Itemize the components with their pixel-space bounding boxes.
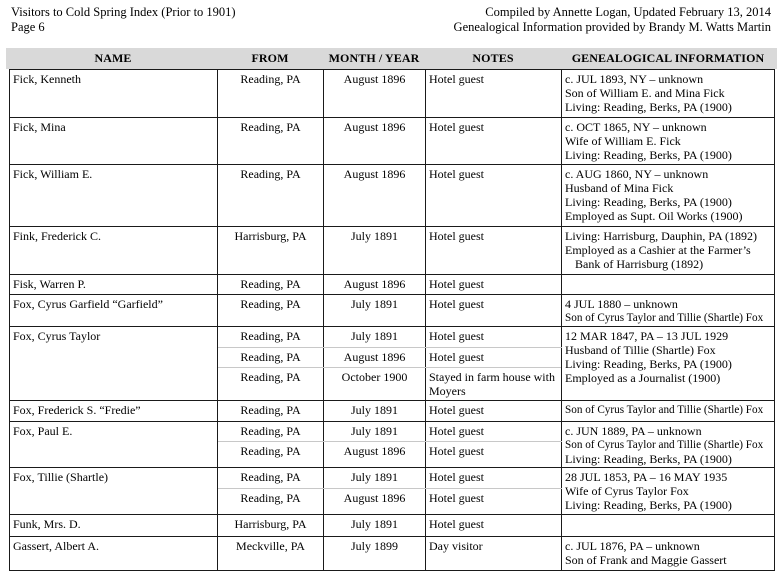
visitor-name: Fink, Frederick C. xyxy=(10,227,218,275)
visit-notes: Hotel guest xyxy=(426,118,562,165)
table-row xyxy=(10,468,775,489)
visit-month-year: July 1891 xyxy=(324,515,426,537)
visitor-name: Fox, Cyrus Taylor xyxy=(10,327,218,401)
visit-from: Harrisburg, PA xyxy=(218,227,324,275)
genealogy-line: Bank of Harrisburg (1892) xyxy=(575,257,704,271)
visitor-name: Fick, Mina xyxy=(10,118,218,165)
genealogy-line: Husband of Mina Fick xyxy=(565,181,674,195)
visit-from: Reading, PA xyxy=(218,327,324,348)
genealogical-info xyxy=(562,295,775,327)
genealogy-line: Living: Reading, Berks, PA (1900) xyxy=(565,195,732,209)
genealogical-info xyxy=(562,70,775,118)
visit-month-year: August 1896 xyxy=(324,442,426,468)
visit-month-year: August 1896 xyxy=(324,275,426,295)
visit-month-year: August 1896 xyxy=(324,348,426,368)
visit-from: Reading, PA xyxy=(218,118,324,165)
visit-notes: Hotel guest xyxy=(426,227,562,275)
table-row xyxy=(10,275,775,295)
visit-from: Reading, PA xyxy=(218,489,324,515)
genealogy-credit: Genealogical Information provided by Brandy M. Watts Martin xyxy=(453,20,771,34)
table-row xyxy=(10,401,775,422)
visitor-name: Fox, Cyrus Garfield “Garfield” xyxy=(10,295,218,327)
visitor-name: Fisk, Warren P. xyxy=(10,275,218,295)
genealogy-line: Employed as a Cashier at the Farmer’s xyxy=(565,243,751,257)
visit-month-year: August 1896 xyxy=(324,118,426,165)
visitor-name: Fox, Tillie (Shartle) xyxy=(10,468,218,515)
visit-notes: Hotel guest xyxy=(426,401,562,422)
genealogical-info xyxy=(562,118,775,165)
genealogical-info xyxy=(562,401,775,422)
table-row xyxy=(10,327,775,348)
table-row xyxy=(10,165,775,227)
visitors-table-body xyxy=(10,70,775,571)
genealogy-line: 12 MAR 1847, PA – 13 JUL 1929 xyxy=(565,329,729,343)
genealogy-line: Employed as a Journalist (1900) xyxy=(565,371,721,385)
visit-from: Reading, PA xyxy=(218,165,324,227)
genealogical-info xyxy=(562,468,775,515)
column-header-genealogy: GENEALOGICAL INFORMATION xyxy=(571,51,765,65)
column-header-month-year: MONTH / YEAR xyxy=(328,51,420,65)
genealogy-line: Wife of William E. Fick xyxy=(565,134,681,148)
column-header-band xyxy=(6,48,777,69)
visit-from: Reading, PA xyxy=(218,401,324,422)
genealogy-line: Husband of Tillie (Shartle) Fox xyxy=(565,343,716,357)
table-row xyxy=(10,227,775,275)
visitor-name: Fick, Kenneth xyxy=(10,70,218,118)
visitor-name: Fick, William E. xyxy=(10,165,218,227)
table-row xyxy=(10,70,775,118)
visit-from: Reading, PA xyxy=(218,295,324,327)
visit-month-year: July 1891 xyxy=(324,295,426,327)
visit-from: Reading, PA xyxy=(218,422,324,442)
genealogy-line: Living: Reading, Berks, PA (1900) xyxy=(565,498,732,512)
visit-month-year: July 1891 xyxy=(324,422,426,442)
genealogy-line: 28 JUL 1853, PA – 16 MAY 1935 xyxy=(565,470,728,484)
table-row xyxy=(10,515,775,537)
visit-notes: Day visitor xyxy=(426,537,562,571)
table-row xyxy=(10,118,775,165)
document-header-left xyxy=(11,5,236,35)
visit-notes: Hotel guest xyxy=(426,70,562,118)
visitors-table xyxy=(9,69,775,571)
genealogy-line: c. JUL 1893, NY – unknown xyxy=(565,72,704,86)
visit-from: Reading, PA xyxy=(218,70,324,118)
compiled-by: Compiled by Annette Logan, Updated February 13, 2014 xyxy=(485,5,771,19)
visit-month-year: July 1891 xyxy=(324,468,426,489)
genealogy-line: Living: Reading, Berks, PA (1900) xyxy=(565,148,732,162)
visitor-name: Fox, Paul E. xyxy=(10,422,218,468)
genealogy-line: Living: Reading, Berks, PA (1900) xyxy=(565,100,732,114)
table-row xyxy=(10,537,775,571)
genealogical-info xyxy=(562,275,775,295)
visit-from: Harrisburg, PA xyxy=(218,515,324,537)
column-header-name: NAME xyxy=(94,51,132,65)
visit-notes: Hotel guest xyxy=(426,348,562,368)
column-header-from: FROM xyxy=(251,51,289,65)
visit-month-year: August 1896 xyxy=(324,70,426,118)
visit-month-year: July 1899 xyxy=(324,537,426,571)
page-number: Page 6 xyxy=(11,20,45,34)
genealogy-line: Living: Reading, Berks, PA (1900) xyxy=(565,452,732,466)
visit-from: Reading, PA xyxy=(218,348,324,368)
visit-notes: Hotel guest xyxy=(426,295,562,327)
visit-from: Reading, PA xyxy=(218,368,324,401)
genealogical-info xyxy=(562,422,775,468)
table-row xyxy=(10,422,775,442)
visit-month-year: July 1891 xyxy=(324,327,426,348)
genealogy-line: c. OCT 1865, NY – unknown xyxy=(565,120,707,134)
genealogy-line: Son of Cyrus Taylor and Tillie (Shartle) Fox xyxy=(565,404,764,416)
visit-notes: Hotel guest xyxy=(426,165,562,227)
genealogical-info xyxy=(562,515,775,537)
visit-month-year: August 1896 xyxy=(324,165,426,227)
genealogy-line: Living: Harrisburg, Dauphin, PA (1892) xyxy=(565,229,757,243)
genealogy-line: Son of William E. and Mina Fick xyxy=(565,86,725,100)
table-row xyxy=(10,295,775,327)
visit-from: Reading, PA xyxy=(218,442,324,468)
visit-month-year: July 1891 xyxy=(324,227,426,275)
genealogy-line: Living: Reading, Berks, PA (1900) xyxy=(565,357,732,371)
visit-notes: Hotel guest xyxy=(426,275,562,295)
visit-notes: Hotel guest xyxy=(426,327,562,348)
visitor-name: Funk, Mrs. D. xyxy=(10,515,218,537)
visit-notes: Hotel guest xyxy=(426,422,562,442)
visit-notes: Hotel guest xyxy=(426,515,562,537)
document-header-right xyxy=(454,5,771,35)
visit-month-year: August 1896 xyxy=(324,489,426,515)
visitor-name: Fox, Frederick S. “Fredie” xyxy=(10,401,218,422)
document-title: Visitors to Cold Spring Index (Prior to 1901) xyxy=(11,5,236,19)
visitor-name: Gassert, Albert A. xyxy=(10,537,218,571)
genealogy-line: Son of Cyrus Taylor and Tillie (Shartle) Fox xyxy=(565,312,764,324)
genealogical-info xyxy=(562,327,775,401)
visit-notes: Hotel guest xyxy=(426,442,562,468)
visit-notes: Hotel guest xyxy=(426,489,562,515)
genealogical-info xyxy=(562,227,775,275)
genealogy-line: Employed as Supt. Oil Works (1900) xyxy=(565,209,743,223)
visit-notes: Hotel guest xyxy=(426,468,562,489)
genealogy-line: c. JUL 1876, PA – unknown xyxy=(565,539,700,553)
genealogy-line: Son of Frank and Maggie Gassert xyxy=(565,553,727,567)
genealogy-line: Son of Cyrus Taylor and Tillie (Shartle) Fox xyxy=(565,439,764,451)
column-header-notes: NOTES xyxy=(472,51,514,65)
visit-from: Reading, PA xyxy=(218,468,324,489)
genealogy-line: Wife of Cyrus Taylor Fox xyxy=(565,484,689,498)
genealogy-line: 4 JUL 1880 – unknown xyxy=(565,297,678,311)
genealogy-line: c. AUG 1860, NY – unknown xyxy=(565,167,709,181)
genealogy-line: c. JUN 1889, PA – unknown xyxy=(565,424,702,438)
genealogical-info xyxy=(562,537,775,571)
visit-month-year: July 1891 xyxy=(324,401,426,422)
visit-from: Reading, PA xyxy=(218,275,324,295)
visit-month-year: October 1900 xyxy=(324,368,426,401)
visit-notes: Stayed in farm house with Moyers xyxy=(426,368,562,401)
visit-from: Meckville, PA xyxy=(218,537,324,571)
genealogical-info xyxy=(562,165,775,227)
